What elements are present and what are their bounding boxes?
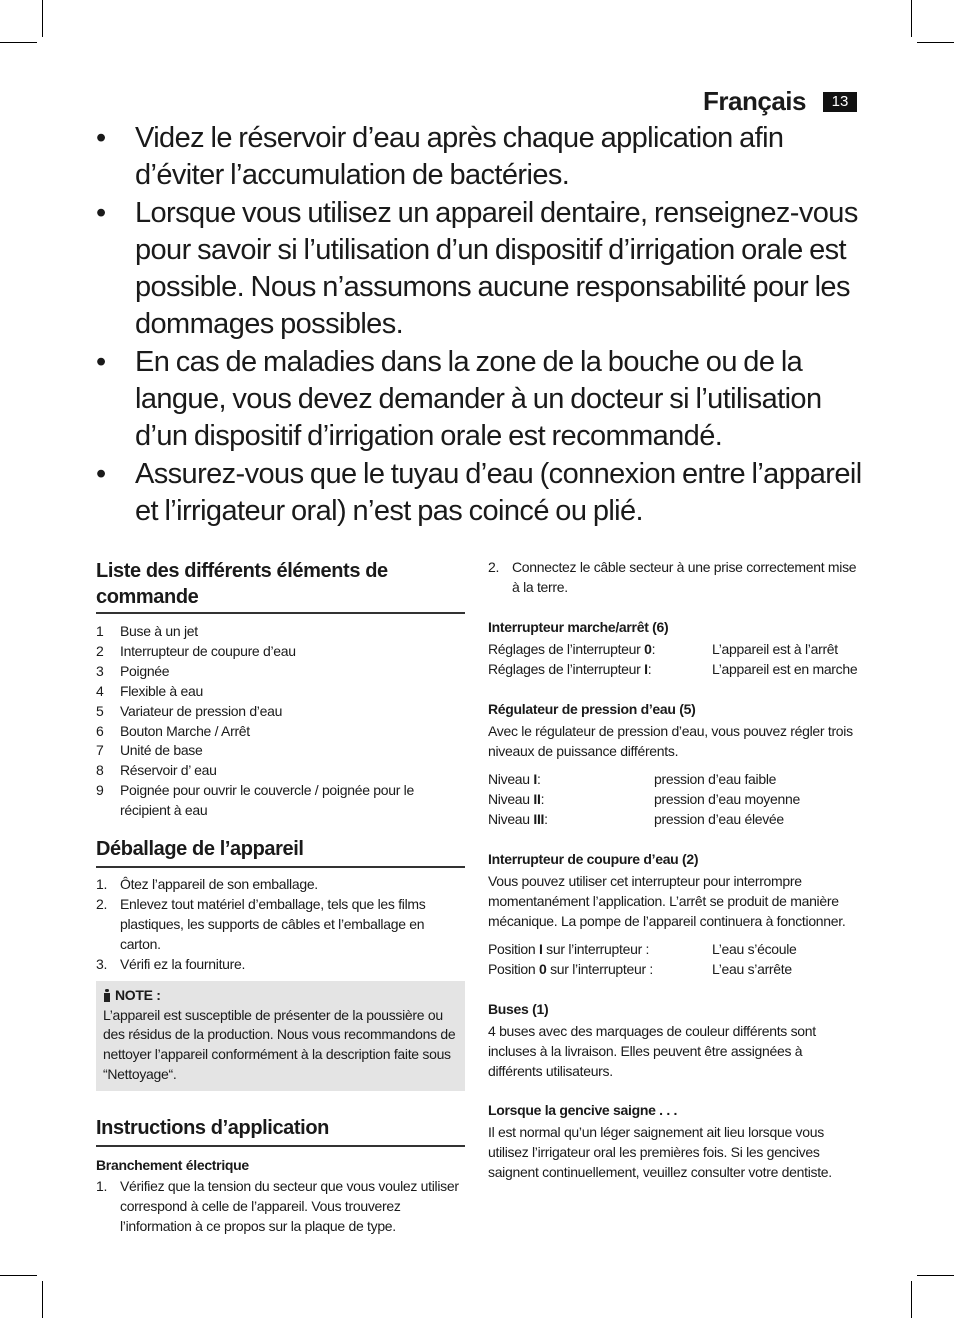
note-box: [96, 981, 465, 1092]
list-item: 3. Vérifi ez la fourniture.: [96, 955, 246, 972]
unpacking-list: [96, 875, 465, 975]
instructions-list: [96, 1177, 465, 1237]
kv-row: Réglages de l’interrupteur 0: L’appareil est à l’arrêt: [488, 640, 838, 657]
bullet-item: [96, 344, 866, 456]
heading-rule: [96, 612, 465, 614]
list-item: 8 Réservoir d’ eau: [96, 762, 217, 779]
cutoff-text: Vous pouvez utiliser cet interrupteur pour interrompre momentanément l’application. L’arrêt se produit de manière mécanique. La pompe de l’appareil continuera à fonctionner.: [488, 873, 846, 929]
crop-mark: [917, 42, 954, 43]
nozzles-text: 4 buses avec des marquages de couleur différents sont incluses à la livraison. Elles peuvent être assignées à différents utilisateurs.: [488, 1022, 816, 1079]
kv-row: Position I sur l’interrupteur : L’eau s’écoule: [488, 940, 797, 957]
onoff-heading: Interrupteur marche/arrêt (6): [488, 618, 669, 635]
bullet-text: Videz le réservoir d’eau après chaque application afin d’éviter l’accumulation de bactéries.: [135, 122, 784, 192]
page-language-title: Français: [703, 86, 806, 116]
list-item: 6 Bouton Marche / Arrêt: [96, 722, 250, 739]
kv-row: Niveau II: pression d’eau moyenne: [488, 791, 800, 808]
crop-mark: [42, 1281, 43, 1318]
gums-heading: Lorsque la gencive saigne . . .: [488, 1102, 678, 1119]
list-item: 2 Interrupteur de coupure d’eau: [96, 642, 296, 659]
bullet-item: [96, 195, 866, 344]
crop-mark: [911, 0, 912, 37]
bullet-text: En cas de maladies dans la zone de la bouche ou de la langue, vous devez demander à un docteur si l’utilisation d’un dispositif d’irrigation orale est recommandé.: [135, 345, 822, 453]
crop-mark: [0, 42, 37, 43]
nozzles-heading: Buses (1): [488, 1000, 549, 1017]
kv-row: Réglages de l’interrupteur I: L’appareil est en marche: [488, 660, 858, 677]
list-item: 3 Poignée: [96, 662, 170, 679]
list-item: 2. Connectez le câble secteur à une prise correctement mise à la terre.: [488, 559, 857, 595]
bullet-mark: •: [96, 345, 106, 378]
kv-row: Niveau I: pression d’eau faible: [488, 771, 777, 788]
pressure-heading: Régulateur de pression d’eau (5): [488, 700, 696, 717]
note-text: L’appareil est susceptible de présenter de la poussière ou des résidus de la production. Nous vous recommandons de nettoyer l’appareil conformément à la description faite sous “Nettoyage“.: [103, 1006, 456, 1083]
list-item: 1. Vérifiez que la tension du secteur que vous voulez utiliser correspond à celle de l’appareil. Vous trouverez l’information à ce propos sur la plaque de type.: [96, 1178, 459, 1234]
gums-text: Il est normal qu’un léger saignement ait lieu lorsque vous utilisez l’irrigateur oral les premières fois. Si les gencives saignent continuellement, veuillez consulter votre dentiste.: [488, 1124, 832, 1181]
kv-row: Position 0 sur l’interrupteur : L’eau s’arrête: [488, 960, 792, 977]
list-item: 4 Flexible à eau: [96, 682, 203, 699]
bullet-mark: •: [96, 196, 106, 229]
bullet-text: Assurez-vous que le tuyau d’eau (connexion entre l’appareil et l’irrigateur oral) n’est pas coincé ou plié.: [135, 457, 862, 527]
note-title: NOTE :: [115, 986, 161, 1003]
instructions-list-continued: [488, 558, 860, 598]
list-item: 9 Poignée pour ouvrir le couvercle / poignée pour le récipient à eau: [96, 782, 414, 819]
electrical-subheading: Branchement électrique: [96, 1157, 249, 1174]
bullet-mark: •: [96, 457, 106, 490]
list-item: 2. Enlevez tout matériel d’emballage, tels que les films plastiques, les supports de câbles et l’emballage en carton.: [96, 895, 426, 952]
bullet-item: [96, 456, 866, 531]
unpacking-heading: Déballage de l’appareil: [96, 836, 465, 868]
info-icon: [103, 989, 111, 1002]
note-title-row: [103, 986, 457, 1006]
kv-row: Niveau III: pression d’eau élevée: [488, 811, 784, 828]
list-item: 1 Buse à un jet: [96, 623, 198, 639]
crop-mark: [911, 1281, 912, 1318]
list-item: 7 Unité de base: [96, 742, 203, 759]
right-column: [488, 558, 860, 1183]
safety-bullet-list: [96, 120, 866, 530]
bullet-text: Lorsque vous utilisez un appareil dentaire, renseignez-vous pour savoir si l’utilisation d’un dispositif d’irrigation orale est possible. Nous n’assumons aucune responsabilité pour les dommages possibles.: [135, 196, 858, 341]
page-number: 13: [823, 92, 857, 112]
parts-list: [96, 622, 465, 821]
crop-mark: [0, 1275, 37, 1276]
cutoff-heading: Interrupteur de coupure d’eau (2): [488, 851, 699, 868]
parts-heading: Liste des différents éléments de commande: [96, 560, 388, 608]
instructions-heading: Instructions d’application: [96, 1115, 465, 1147]
list-item: 1. Ôtez l’appareil de son emballage.: [96, 876, 318, 893]
onoff-table: [488, 640, 860, 680]
list-item: 5 Variateur de pression d’eau: [96, 702, 283, 719]
left-column: [96, 558, 465, 1237]
pressure-table: [488, 770, 860, 830]
bullet-item: [96, 120, 866, 195]
bullet-mark: •: [96, 122, 106, 154]
cutoff-table: [488, 940, 860, 980]
crop-mark: [42, 0, 43, 37]
crop-mark: [917, 1275, 954, 1276]
pressure-text: Avec le régulateur de pression d’eau, vous pouvez régler trois niveaux de puissance différents.: [488, 722, 853, 759]
